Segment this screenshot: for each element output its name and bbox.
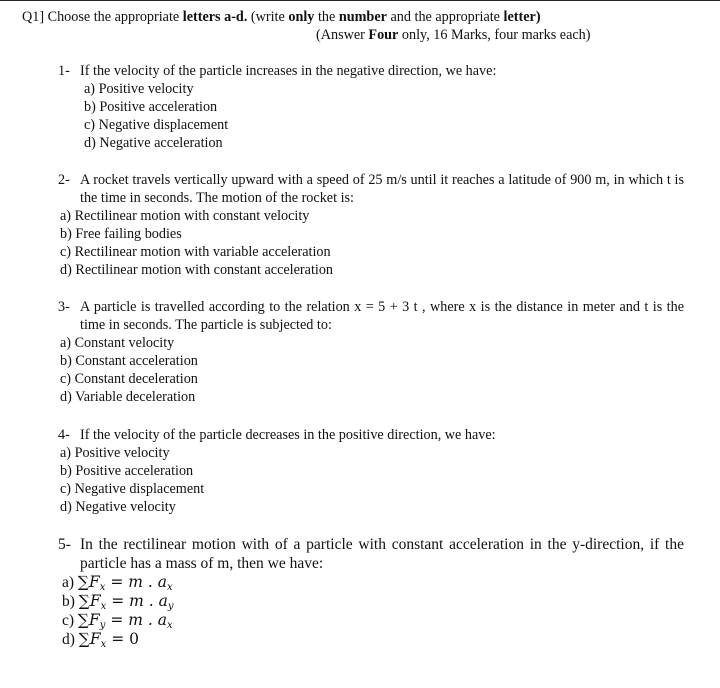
option-a: a) Positive velocity <box>84 81 194 97</box>
question-number: 1- <box>58 63 70 79</box>
option-a: a) $\sum F_x = m$ . $a_x$ <box>62 573 173 593</box>
option-c: c) $\sum F_y = m$ . $a_x$ <box>62 611 173 631</box>
question-label: Q1] <box>22 9 45 25</box>
question-header <box>22 8 712 44</box>
question-text: If the velocity of the particle increases in the negative direction, we have: <box>80 63 497 79</box>
question-number: 3- <box>58 299 70 315</box>
option-a: a) Constant velocity <box>60 335 175 351</box>
option-c: c) Negative displacement <box>60 481 205 497</box>
option-a: a) Positive velocity <box>60 445 170 461</box>
option-c: c) Rectilinear motion with variable acceleration <box>60 244 331 260</box>
option-c: c) Constant deceleration <box>60 371 198 387</box>
option-b: b) Positive acceleration <box>60 463 194 479</box>
option-a: a) Rectilinear motion with constant velocity <box>60 208 310 224</box>
sum-symbol: ∑ <box>77 573 89 591</box>
option-b: b) Free failing bodies <box>60 226 182 242</box>
option-b: b) Positive acceleration <box>84 99 218 115</box>
sum-symbol: ∑ <box>77 611 89 629</box>
option-d: d) Rectilinear motion with constant acceleration <box>60 262 334 278</box>
instruction-line: Q1] Choose the appropriate letters a-d. (write only the number and the appropriate letter) <box>22 9 541 25</box>
option-d: d) $\sum F_x = 0$ <box>62 630 139 650</box>
option-d: d) Negative velocity <box>60 499 176 515</box>
question-text: If the velocity of the particle decreases in the positive direction, we have: <box>80 427 496 443</box>
question-text: A rocket travels vertically upward with a speed of 25 m/s until it reaches a latitude of 900 m, in which t is the time in seconds. The motion of the rocket is: <box>80 172 684 206</box>
question-4 <box>58 426 684 516</box>
marks-line: (Answer Four only, 16 Marks, four marks each) <box>316 27 591 43</box>
top-rule <box>0 0 720 1</box>
option-b: b) Constant acceleration <box>60 353 198 369</box>
question-3 <box>58 298 684 406</box>
sum-symbol: ∑ <box>78 592 90 610</box>
sum-symbol: ∑ <box>78 630 90 648</box>
question-number: 4- <box>58 427 70 443</box>
question-number: 2- <box>58 172 70 188</box>
option-d: d) Negative acceleration <box>84 135 223 151</box>
option-c: c) Negative displacement <box>84 117 229 133</box>
option-d: d) Variable deceleration <box>60 389 196 405</box>
question-text: A particle is travelled according to the relation x = 5 + 3 t , where x is the distance in meter and t is the time in seconds. The particle is subjected to: <box>80 299 684 333</box>
question-2 <box>58 171 684 279</box>
option-b: b) $\sum F_x = m$ . $a_y$ <box>62 592 174 612</box>
question-1 <box>58 62 684 152</box>
question-number: 5- <box>58 536 71 553</box>
question-5 <box>58 535 684 649</box>
question-text: In the rectilinear motion with of a particle with constant acceleration in the y-direction, if the particle has a mass of m, then we have: <box>80 536 684 572</box>
